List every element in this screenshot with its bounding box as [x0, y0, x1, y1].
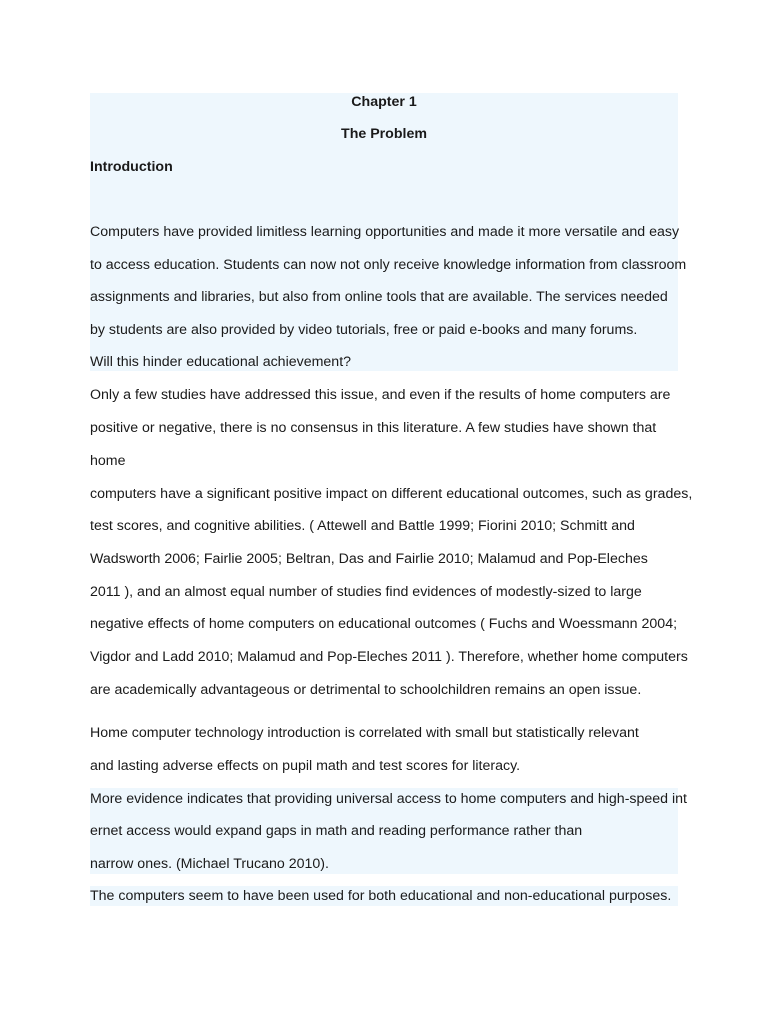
paragraph-4-line: More evidence indicates that providing universal access to home computers and high-speed int — [90, 791, 687, 807]
paragraph-2-line: Vigdor and Ladd 2010; Malamud and Pop-Eleches 2011 ). Therefore, whether home computers — [90, 649, 688, 665]
paragraph-1-line: by students are also provided by video tutorials, free or paid e-books and many forums. — [90, 322, 638, 338]
paragraph-2-line: home — [90, 453, 126, 469]
paragraph-2-line: test scores, and cognitive abilities. ( Attewell and Battle 1999; Fiorini 2010; Schmitt and — [90, 518, 635, 534]
paragraph-1-line: Will this hinder educational achievement? — [90, 354, 352, 370]
paragraph-4-line: ernet access would expand gaps in math and reading performance rather than — [90, 823, 583, 839]
paragraph-3-line: and lasting adverse effects on pupil math and test scores for literacy. — [90, 758, 521, 774]
paragraph-2-line: are academically advantageous or detrimental to schoolchildren remains an open issue. — [90, 682, 642, 698]
paragraph-1-line: to access education. Students can now not only receive knowledge information from classroom — [90, 257, 687, 273]
chapter-number: Chapter 1 — [351, 94, 417, 110]
paragraph-3-line: Home computer technology introduction is correlated with small but statistically relevant — [90, 725, 639, 741]
chapter-title: The Problem — [341, 126, 427, 142]
paragraph-2-line: Only a few studies have addressed this issue, and even if the results of home computers are — [90, 387, 671, 403]
paragraph-2-line: negative effects of home computers on educational outcomes ( Fuchs and Woessmann 2004; — [90, 616, 678, 632]
paragraph-2-line: 2011 ), and an almost equal number of studies find evidences of modestly-sized to large — [90, 584, 642, 600]
paragraph-2-line: positive or negative, there is no consensus in this literature. A few studies have shown that — [90, 420, 657, 436]
paragraph-5-line: The computers seem to have been used for both educational and non-educational purposes. — [90, 888, 672, 904]
paragraph-2-line: Wadsworth 2006; Fairlie 2005; Beltran, Das and Fairlie 2010; Malamud and Pop-Eleches — [90, 551, 648, 567]
paragraph-1-line: assignments and libraries, but also from online tools that are available. The services needed — [90, 289, 668, 305]
paragraph-4-line: narrow ones. (Michael Trucano 2010). — [90, 856, 329, 872]
paragraph-1-line: Computers have provided limitless learning opportunities and made it more versatile and easy — [90, 224, 680, 240]
section-heading: Introduction — [90, 159, 173, 175]
paragraph-2-line: computers have a significant positive impact on different educational outcomes, such as grades, — [90, 486, 693, 502]
